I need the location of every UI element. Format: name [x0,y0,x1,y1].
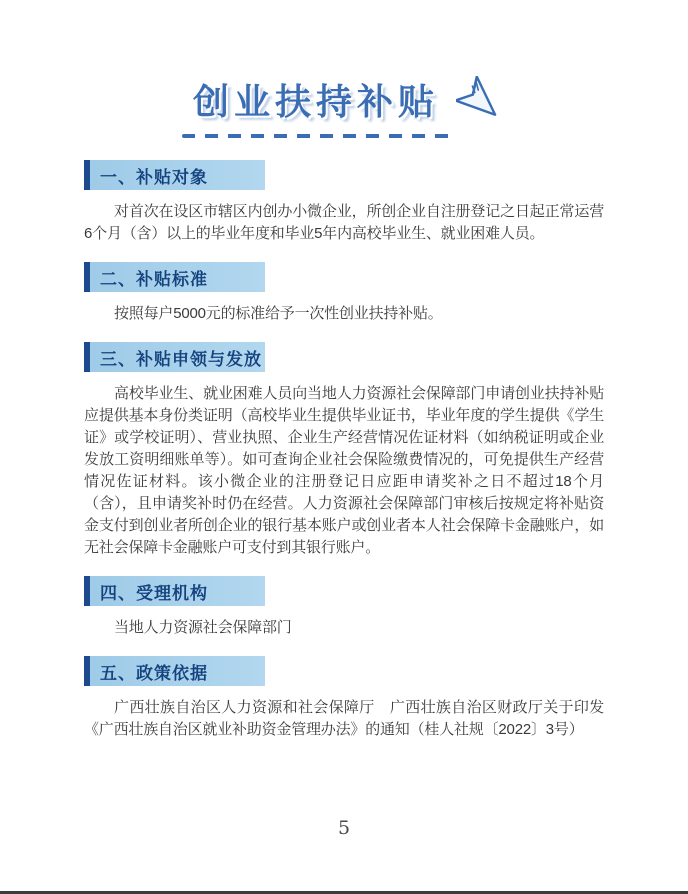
section-heading: 四、受理机构 [100,583,208,603]
section-heading: 三、补贴申领与发放 [100,349,262,369]
policy-section [84,262,604,325]
page-title: 创业扶持补贴 [192,81,439,122]
section-header [84,160,265,190]
section-heading: 一、补贴对象 [100,167,208,187]
paragraph: 高校毕业生、就业困难人员向当地人力资源社会保障部门申请创业扶持补贴应提供基本身份类证明（高校毕业生提供毕业证书，毕业年度的学生提供《学生证》或学校证明）、营业执照、企业生产经营情况佐证材料（如纳税证明或企业发放工资明细账单等）。如可查询企业社会保险缴费情况的，可免提供生产经营情况佐证材料。该小微企业的注册登记日应距申请奖补之日不超过18个月（含），且申请奖补时仍在经营。人力资源社会保障部门审核后按规定将补贴资金支付到创业者所创企业的银行基本账户或创业者本人社会保障卡金融账户，如无社会保障卡金融账户可支付到其银行账户。 [84,385,604,556]
policy-section [84,576,604,639]
page-number: 5 [337,817,351,839]
section-body [84,303,604,325]
section-header [84,576,265,606]
page-title-block [182,74,450,138]
policy-section [84,656,604,741]
section-body [84,617,604,639]
section-body [84,697,604,741]
section-header [84,342,265,372]
page-title-row [84,0,604,138]
sections-container [84,160,604,741]
paragraph: 当地人力资源社会保障部门 [114,619,292,636]
section-body [84,383,604,559]
paragraph: 对首次在设区市辖区内创办小微企业，所创企业自注册登记之日起正常运营6个月（含）以上的毕业年度和毕业5年内高校毕业生、就业困难人员。 [84,203,604,242]
paragraph: 按照每户5000元的标准给予一次性创业扶持补贴。 [114,305,443,322]
policy-section [84,160,604,245]
paper-plane-icon [456,76,506,132]
section-header [84,262,265,292]
section-heading: 二、补贴标准 [100,269,208,289]
section-body [84,201,604,245]
paragraph: 广西壮族自治区人力资源和社会保障厅 广西壮族自治区财政厅关于印发《广西壮族自治区就业补助资金管理办法》的通知（桂人社规〔2022〕3号） [84,699,604,738]
policy-section [84,342,604,559]
section-header [84,656,265,686]
title-dashed-underline [182,134,450,138]
section-heading: 五、政策依据 [100,663,208,683]
